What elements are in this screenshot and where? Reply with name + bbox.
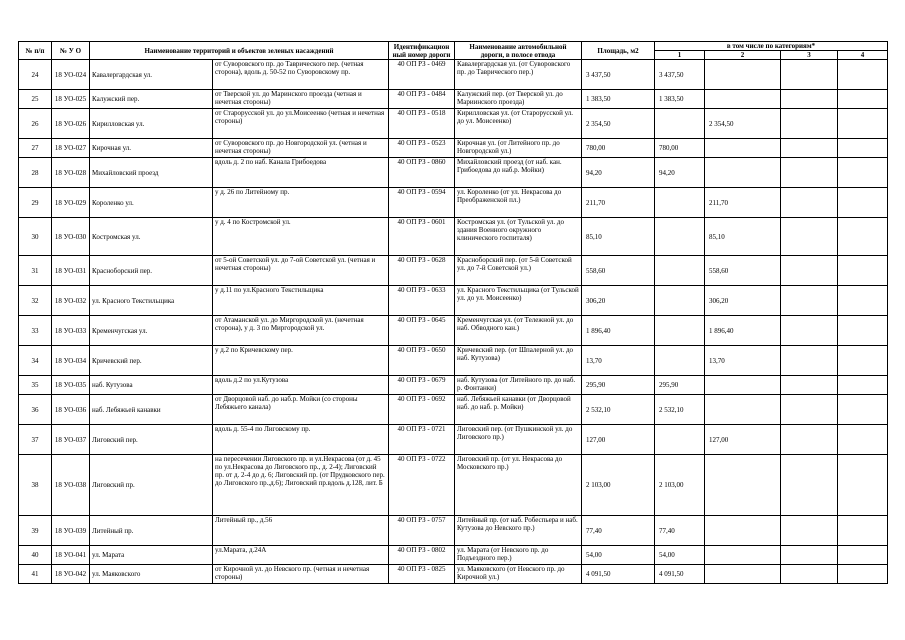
row-ident: 40 ОП РЗ - 0757	[389, 516, 455, 546]
row-cat-3	[781, 188, 838, 218]
row-cat-3	[781, 516, 838, 546]
row-cat-3	[781, 316, 838, 346]
row-cat-1	[655, 109, 705, 139]
row-cat-3	[781, 546, 838, 565]
row-name: Лиговский пр.	[90, 455, 213, 516]
row-description: от Дворцовой наб. до наб.р. Мойки (со стороны Лебяжьего канала)	[213, 395, 389, 425]
row-name: Михайловский проезд	[90, 158, 213, 188]
table-row	[19, 376, 888, 395]
row-area: 558,60	[582, 256, 655, 286]
table-row	[19, 565, 888, 584]
row-cat-2	[705, 60, 781, 90]
row-cat-1: 77,40	[655, 516, 705, 546]
row-name: Кричевский пер.	[90, 346, 213, 376]
row-description: у д. 26 по Литейному пр.	[213, 188, 389, 218]
header-code: № У О	[52, 42, 90, 60]
row-area: 13,70	[582, 346, 655, 376]
row-cat-4	[838, 316, 888, 346]
header-area: Площадь, м2	[582, 42, 655, 60]
row-cat-3	[781, 425, 838, 455]
row-road: наб. Лебяжьей канавки (от Дворцовой наб. до наб. р. Мойки)	[455, 395, 582, 425]
row-road: Красноборский пер. (от 5-й Советской ул. до 7-й Советской ул.)	[455, 256, 582, 286]
row-number: 26	[19, 109, 52, 139]
row-code: 18 УО-038	[52, 455, 90, 516]
row-name: наб. Лебяжьей канавки	[90, 395, 213, 425]
table-row	[19, 90, 888, 109]
row-area: 2 354,50	[582, 109, 655, 139]
header-road: Наименование автомобильной дороги, в полосе отвода	[455, 42, 582, 60]
row-name: ул. Марата	[90, 546, 213, 565]
row-description: Литейный пр., д.56	[213, 516, 389, 546]
row-name: Кременчугская ул.	[90, 316, 213, 346]
row-cat-3	[781, 139, 838, 158]
row-cat-4	[838, 565, 888, 584]
row-name: Калужский пер.	[90, 90, 213, 109]
row-description: от Кирочной ул. до Невского пр. (четная и нечетная стороны)	[213, 565, 389, 584]
row-number: 28	[19, 158, 52, 188]
row-cat-2: 2 354,50	[705, 109, 781, 139]
row-name: Кирилловская ул.	[90, 109, 213, 139]
row-ident: 40 ОП РЗ - 0679	[389, 376, 455, 395]
row-cat-3	[781, 346, 838, 376]
row-number: 39	[19, 516, 52, 546]
row-cat-1	[655, 256, 705, 286]
row-cat-3	[781, 256, 838, 286]
row-number: 27	[19, 139, 52, 158]
row-name: Короленко ул.	[90, 188, 213, 218]
row-code: 18 УО-026	[52, 109, 90, 139]
row-road: Кременчугская ул. (от Тележной ул. до наб. Обводного кан.)	[455, 316, 582, 346]
row-code: 18 УО-041	[52, 546, 90, 565]
row-description: от Старорусской ул. до ул.Моисеенко (четная и нечетная стороны)	[213, 109, 389, 139]
row-area: 3 437,50	[582, 60, 655, 90]
table-row	[19, 188, 888, 218]
row-number: 30	[19, 218, 52, 256]
row-cat-4	[838, 346, 888, 376]
row-cat-4	[838, 60, 888, 90]
row-area: 94,20	[582, 158, 655, 188]
row-name: ул. Красного Текстильщика	[90, 286, 213, 316]
row-cat-4	[838, 139, 888, 158]
row-road: Костромская ул. (от Тульской ул. до здания Военного окружного клинического госпиталя)	[455, 218, 582, 256]
row-cat-3	[781, 218, 838, 256]
row-ident: 40 ОП РЗ - 0633	[389, 286, 455, 316]
row-code: 18 УО-027	[52, 139, 90, 158]
row-cat-4	[838, 90, 888, 109]
row-code: 18 УО-031	[52, 256, 90, 286]
row-area: 1 896,40	[582, 316, 655, 346]
header-num: № п/п	[19, 42, 52, 60]
row-name: наб. Кутузова	[90, 376, 213, 395]
row-area: 295,90	[582, 376, 655, 395]
row-cat-1: 780,00	[655, 139, 705, 158]
row-road: ул. Марата (от Невского пр. до Подъездного пер.)	[455, 546, 582, 565]
header-categories: в том числе по категориям*	[655, 42, 888, 51]
row-cat-1	[655, 316, 705, 346]
row-number: 36	[19, 395, 52, 425]
header-row	[19, 42, 888, 51]
row-ident: 40 ОП РЗ - 0601	[389, 218, 455, 256]
row-code: 18 УО-036	[52, 395, 90, 425]
row-area: 306,20	[582, 286, 655, 316]
row-area: 211,70	[582, 188, 655, 218]
header-name: Наименование территорий и объектов зеленых насаждений	[90, 42, 389, 60]
row-cat-1: 1 383,50	[655, 90, 705, 109]
row-code: 18 УО-028	[52, 158, 90, 188]
table-row	[19, 455, 888, 516]
table-row	[19, 425, 888, 455]
row-cat-1	[655, 346, 705, 376]
row-description: вдоль д. 2 по наб. Канала Грибоедова	[213, 158, 389, 188]
row-ident: 40 ОП РЗ - 0594	[389, 188, 455, 218]
row-name: Лиговский пер.	[90, 425, 213, 455]
row-description: вдоль д.2 по ул.Кутузова	[213, 376, 389, 395]
row-cat-1: 295,90	[655, 376, 705, 395]
row-number: 33	[19, 316, 52, 346]
row-cat-1: 94,20	[655, 158, 705, 188]
row-code: 18 УО-037	[52, 425, 90, 455]
row-road: наб. Кутузова (от Литейного пр. до наб. р. Фонтанки)	[455, 376, 582, 395]
row-cat-2	[705, 565, 781, 584]
row-ident: 40 ОП РЗ - 0802	[389, 546, 455, 565]
row-name: Красноборский пер.	[90, 256, 213, 286]
row-code: 18 УО-034	[52, 346, 90, 376]
header-ident: Идентификацион ный номер дороги	[389, 42, 455, 60]
table-body	[19, 60, 888, 584]
table-row	[19, 109, 888, 139]
row-cat-4	[838, 286, 888, 316]
row-cat-2	[705, 158, 781, 188]
header-cat-1: 1	[655, 51, 705, 60]
row-description: от Тверской ул. до Маринского проезда (четная и нечетная стороны)	[213, 90, 389, 109]
row-cat-2	[705, 395, 781, 425]
row-ident: 40 ОП РЗ - 0469	[389, 60, 455, 90]
row-road: Калужский пер. (от Тверской ул. до Мариинского проезда)	[455, 90, 582, 109]
row-code: 18 УО-032	[52, 286, 90, 316]
row-area: 85,10	[582, 218, 655, 256]
row-code: 18 УО-039	[52, 516, 90, 546]
row-number: 41	[19, 565, 52, 584]
table-row	[19, 516, 888, 546]
row-road: ул. Короленко (от ул. Некрасова до Преображенской пл.)	[455, 188, 582, 218]
row-area: 2 532,10	[582, 395, 655, 425]
row-name: ул. Маяковского	[90, 565, 213, 584]
row-cat-4	[838, 455, 888, 516]
row-area: 4 091,50	[582, 565, 655, 584]
row-cat-3	[781, 376, 838, 395]
row-cat-4	[838, 425, 888, 455]
green-areas-table	[18, 41, 888, 584]
row-description: у д.11 по ул.Красного Текстильщика	[213, 286, 389, 316]
row-cat-1	[655, 188, 705, 218]
row-cat-2	[705, 139, 781, 158]
row-description: от 5-ой Советской ул. до 7-ой Советской ул. (четная и нечетная стороны)	[213, 256, 389, 286]
row-number: 32	[19, 286, 52, 316]
row-cat-2: 211,70	[705, 188, 781, 218]
row-description: от Суворовского пр. до Таврического пер. (четная сторона), вдоль д. 50-52 по Суворовскому пр.	[213, 60, 389, 90]
row-cat-3	[781, 60, 838, 90]
row-cat-3	[781, 158, 838, 188]
row-cat-3	[781, 565, 838, 584]
row-code: 18 УО-025	[52, 90, 90, 109]
row-ident: 40 ОП РЗ - 0650	[389, 346, 455, 376]
row-cat-2: 306,20	[705, 286, 781, 316]
row-number: 25	[19, 90, 52, 109]
row-cat-1: 2 532,10	[655, 395, 705, 425]
row-number: 24	[19, 60, 52, 90]
row-ident: 40 ОП РЗ - 0721	[389, 425, 455, 455]
row-description: вдоль д. 55-4 по Лиговскому пр.	[213, 425, 389, 455]
table-row	[19, 286, 888, 316]
row-cat-4	[838, 395, 888, 425]
table-row	[19, 60, 888, 90]
row-ident: 40 ОП РЗ - 0722	[389, 455, 455, 516]
row-area: 2 103,00	[582, 455, 655, 516]
row-road: Лиговский пер. (от Пушкинской ул. до Лиговского пр.)	[455, 425, 582, 455]
row-cat-3	[781, 90, 838, 109]
row-description: от Суворовского пр. до Новгородской ул. (четная и нечетная стороны)	[213, 139, 389, 158]
row-cat-3	[781, 395, 838, 425]
row-cat-1	[655, 218, 705, 256]
row-number: 38	[19, 455, 52, 516]
row-cat-1: 3 437,50	[655, 60, 705, 90]
row-name: Кирочная ул.	[90, 139, 213, 158]
row-number: 34	[19, 346, 52, 376]
row-area: 1 383,50	[582, 90, 655, 109]
row-road: Кирилловская ул. (от Старорусской ул. до ул. Моисеенко)	[455, 109, 582, 139]
header-cat-4: 4	[838, 51, 888, 60]
row-cat-1	[655, 425, 705, 455]
row-number: 37	[19, 425, 52, 455]
row-cat-1	[655, 286, 705, 316]
row-cat-3	[781, 109, 838, 139]
row-code: 18 УО-024	[52, 60, 90, 90]
row-area: 127,00	[582, 425, 655, 455]
row-cat-4	[838, 256, 888, 286]
row-ident: 40 ОП РЗ - 0825	[389, 565, 455, 584]
table-row	[19, 395, 888, 425]
row-ident: 40 ОП РЗ - 0628	[389, 256, 455, 286]
row-cat-4	[838, 516, 888, 546]
row-description: ул.Марата, д.24А	[213, 546, 389, 565]
row-cat-1: 2 103,00	[655, 455, 705, 516]
row-code: 18 УО-033	[52, 316, 90, 346]
row-cat-2	[705, 455, 781, 516]
row-number: 29	[19, 188, 52, 218]
row-cat-2: 1 896,40	[705, 316, 781, 346]
row-code: 18 УО-042	[52, 565, 90, 584]
row-code: 18 УО-029	[52, 188, 90, 218]
row-ident: 40 ОП РЗ - 0645	[389, 316, 455, 346]
row-description: у д.2 по Кричевскому пер.	[213, 346, 389, 376]
row-ident: 40 ОП РЗ - 0692	[389, 395, 455, 425]
table-row	[19, 346, 888, 376]
row-road: Михайловский проезд (от наб. кан. Грибоедова до наб.р. Мойки)	[455, 158, 582, 188]
table-row	[19, 316, 888, 346]
row-cat-4	[838, 109, 888, 139]
row-cat-2: 13,70	[705, 346, 781, 376]
row-cat-2: 85,10	[705, 218, 781, 256]
row-area: 77,40	[582, 516, 655, 546]
row-cat-4	[838, 546, 888, 565]
row-cat-1: 54,00	[655, 546, 705, 565]
row-cat-4	[838, 376, 888, 395]
row-cat-4	[838, 188, 888, 218]
row-number: 31	[19, 256, 52, 286]
row-ident: 40 ОП РЗ - 0518	[389, 109, 455, 139]
row-road: Литейный пр. (от наб. Робеспьера и наб. Кутузова до Невского пр.)	[455, 516, 582, 546]
row-road: Кавалергардская ул. (от Суворовского пр. до Таврического пер.)	[455, 60, 582, 90]
row-description: на пересечении Лиговского пр. и ул.Некрасова (от д. 45 по ул.Некрасова до Лиговского пр., д. 2-4); Лиговский пр. от д. 2-4 до д. 6; Лиговский пр. (от Прудковского пер. до Лиговского пр.,д.6); Лиговский пр.вдоль д.128, лит. Б	[213, 455, 389, 516]
row-name: Костромская ул.	[90, 218, 213, 256]
header-cat-3: 3	[781, 51, 838, 60]
row-ident: 40 ОП РЗ - 0860	[389, 158, 455, 188]
row-name: Кавалергардская ул.	[90, 60, 213, 90]
table-row	[19, 546, 888, 565]
row-road: ул. Красного Текстильщика (от Тульской ул. до ул. Моисеенко)	[455, 286, 582, 316]
row-cat-1: 4 091,50	[655, 565, 705, 584]
row-name: Литейный пр.	[90, 516, 213, 546]
row-cat-2	[705, 376, 781, 395]
row-code: 18 УО-030	[52, 218, 90, 256]
row-area: 780,00	[582, 139, 655, 158]
row-number: 40	[19, 546, 52, 565]
row-cat-4	[838, 158, 888, 188]
row-number: 35	[19, 376, 52, 395]
row-cat-2	[705, 546, 781, 565]
row-ident: 40 ОП РЗ - 0484	[389, 90, 455, 109]
table-row	[19, 256, 888, 286]
row-cat-2	[705, 516, 781, 546]
row-cat-2: 558,60	[705, 256, 781, 286]
document-sheet	[18, 41, 888, 584]
row-cat-4	[838, 218, 888, 256]
row-road: Кричевский пер. (от Шпалерной ул. до наб. Кутузова)	[455, 346, 582, 376]
row-area: 54,00	[582, 546, 655, 565]
row-cat-3	[781, 455, 838, 516]
row-road: Кирочная ул. (от Литейного пр. до Новгородской ул.)	[455, 139, 582, 158]
row-cat-3	[781, 286, 838, 316]
row-code: 18 УО-035	[52, 376, 90, 395]
header-cat-2: 2	[705, 51, 781, 60]
table-row	[19, 218, 888, 256]
row-cat-2	[705, 90, 781, 109]
row-road: ул. Маяковского (от Невского пр. до Кирочной ул.)	[455, 565, 582, 584]
row-description: у д. 4 по Костромской ул.	[213, 218, 389, 256]
row-cat-2: 127,00	[705, 425, 781, 455]
row-description: от Атаманской ул. до Миргородской ул. (нечетная сторона), у д. 3 по Миргородской ул.	[213, 316, 389, 346]
row-ident: 40 ОП РЗ - 0523	[389, 139, 455, 158]
table-row	[19, 139, 888, 158]
row-road: Лиговский пр. (от ул. Некрасова до Московского пр.)	[455, 455, 582, 516]
table-row	[19, 158, 888, 188]
